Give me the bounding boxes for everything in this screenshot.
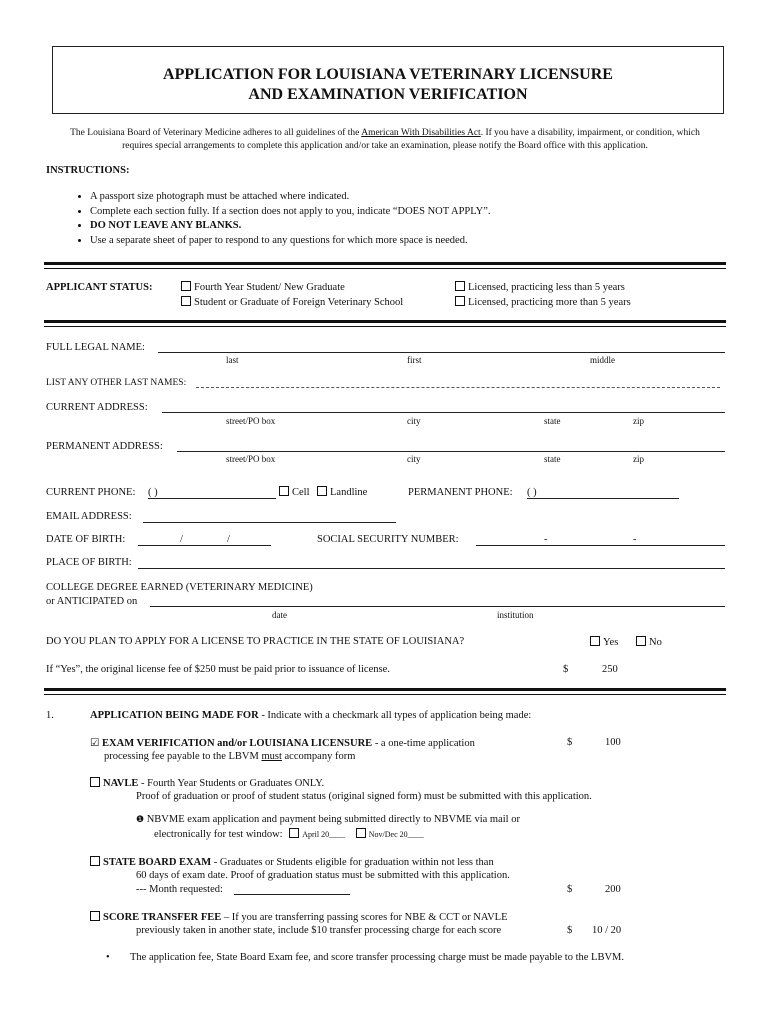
instructions-list [46,190,491,248]
ada-text-line2: requires special arrangements to complete this application and/or take an examination, please notify the Board office with this application. [122,141,648,151]
status-option-licensed-more[interactable] [455,296,631,308]
section-divider-thin [44,326,726,327]
name-sub-first: first [407,355,422,365]
status-option-fourth-year[interactable] [181,281,345,293]
section-number: 1. [46,710,54,721]
exam-amount: 100 [605,737,621,748]
ada-link[interactable]: American With Disabilities Act [361,128,481,138]
score-transfer-label: SCORE TRANSFER FEE [103,912,222,923]
title-line-1: APPLICATION FOR LOUISIANA VETERINARY LICENSURE [163,66,613,83]
other-names-label: LIST ANY OTHER LAST NAMES: [46,378,187,388]
address-sub-zip: zip [633,416,644,426]
permanent-phone-area: ( ) [527,487,537,498]
ada-text-pre: The Louisiana Board of Veterinary Medicine adheres to all guidelines of the [70,128,362,138]
ssn-field[interactable] [476,545,725,546]
checked-checkbox-icon[interactable]: ☑ [90,738,100,749]
checkbox[interactable] [181,281,191,291]
address-sub-street: street/PO box [226,454,276,464]
exam-line2 [104,751,355,762]
state-board-amount: 200 [605,884,621,895]
exam-verification-option[interactable] [90,737,475,749]
exam-line2-must: must [261,751,282,762]
score-transfer-amount: 10 / 20 [592,925,622,936]
address-sub-city: city [407,416,421,426]
current-address-label: CURRENT ADDRESS: [46,402,148,413]
navle-line2: Proof of graduation or proof of student status (original signed form) must be submitted with this application. [136,791,592,802]
address-sub-city: city [407,454,421,464]
bullet-icon: • [106,952,110,963]
state-board-currency: $ [567,884,573,895]
score-transfer-line2: previously taken in another state, include $10 transfer processing charge for each score [136,925,502,936]
no-label: No [649,637,662,648]
navle-label: NAVLE [103,778,139,789]
section1-heading-bold: APPLICATION BEING MADE FOR [90,710,259,721]
checkbox[interactable] [90,777,100,787]
checkbox[interactable] [181,296,191,306]
checkbox[interactable] [590,636,600,646]
dob-field[interactable] [138,545,271,546]
section1-heading [90,710,531,721]
nbvme-text: NBVME exam application and payment being submitted directly to NBVME via mail or [144,814,520,825]
section-divider [44,320,726,323]
dob-label: DATE OF BIRTH: [46,534,126,545]
instruction-item: • Use a separate sheet of paper to respond to any questions for which more space is needed. [90,234,491,249]
yes-label: Yes [603,637,619,648]
dob-sep: / [180,534,183,545]
current-phone-area: ( ) [148,487,158,498]
fee-currency: $ [563,664,569,675]
status-option-label: Licensed, practicing more than 5 years [468,297,631,308]
state-board-option[interactable] [90,856,494,868]
navle-option[interactable] [90,777,324,789]
checkbox[interactable] [455,281,465,291]
title-box [52,46,724,114]
checkbox[interactable] [90,856,100,866]
score-transfer-rest: – If you are transferring passing scores for NBE & CCT or NAVLE [221,912,508,923]
name-sub-last: last [226,355,239,365]
degree-sub-date: date [272,610,287,620]
checkbox[interactable] [455,296,465,306]
cell-label: Cell [292,487,310,498]
section-divider-thin [44,268,726,269]
full-name-label: FULL LEGAL NAME: [46,342,145,353]
cell-option[interactable] [279,486,310,498]
exam-currency: $ [567,737,573,748]
status-option-licensed-less[interactable] [455,281,625,293]
month-requested-field[interactable] [234,894,350,895]
plan-yes-option[interactable] [590,636,618,648]
address-sub-zip: zip [633,454,644,464]
current-address-field[interactable] [162,412,725,413]
exam-label: EXAM VERIFICATION and/or LOUISIANA LICENSURE [102,738,373,749]
nbvme-line2 [154,828,424,840]
exam-rest: - a one-time application [372,738,475,749]
state-board-label: STATE BOARD EXAM [103,857,212,868]
status-option-foreign[interactable] [181,296,403,308]
section-divider [44,262,726,265]
exam-line2-text: processing fee payable to the LBVM [104,751,262,762]
score-transfer-option[interactable] [90,911,508,923]
state-board-line2: 60 days of exam date. Proof of graduation status must be submitted with this application. [136,870,510,881]
instruction-item: • Complete each section fully. If a section does not apply to you, indicate “DOES NOT APPLY”. [90,205,491,220]
landline-option[interactable] [317,486,367,498]
state-board-line3: --- Month requested: [136,884,223,895]
checkbox[interactable] [636,636,646,646]
title-line-2: AND EXAMINATION VERIFICATION [248,86,528,103]
plan-question: DO YOU PLAN TO APPLY FOR A LICENSE TO PRACTICE IN THE STATE OF LOUISIANA? [46,636,465,647]
april-window: April 20____ [302,830,346,839]
address-sub-state: state [544,416,561,426]
instruction-item: • A passport size photograph must be attached where indicated. [90,190,491,205]
email-field[interactable] [143,522,396,523]
permanent-address-label: PERMANENT ADDRESS: [46,441,163,452]
pob-label: PLACE OF BIRTH: [46,557,132,568]
permanent-phone-label: PERMANENT PHONE: [408,487,513,498]
email-label: EMAIL ADDRESS: [46,511,132,522]
address-sub-street: street/PO box [226,416,276,426]
ada-notice [40,127,730,153]
nbvme-text: electronically for test window: [154,829,283,840]
dob-sep: / [227,534,230,545]
status-option-label: Fourth Year Student/ New Graduate [194,282,345,293]
score-transfer-currency: $ [567,925,573,936]
full-name-field[interactable] [158,352,725,353]
current-phone-field[interactable] [148,498,276,499]
status-option-label: Student or Graduate of Foreign Veterinary School [194,297,404,308]
name-sub-middle: middle [590,355,615,365]
pob-field[interactable] [138,568,725,569]
instruction-item: • DO NOT LEAVE ANY BLANKS. [90,219,491,234]
section-divider-thin [44,694,726,695]
permanent-phone-field[interactable] [527,498,679,499]
navle-rest: - Fourth Year Students or Graduates ONLY. [138,778,325,789]
fee-amount: 250 [602,664,618,675]
degree-field[interactable] [150,606,725,607]
ssn-label: SOCIAL SECURITY NUMBER: [317,534,459,545]
checkbox[interactable] [356,828,366,838]
other-names-field[interactable] [196,387,720,388]
nbvme-line1 [136,814,520,825]
state-board-rest: - Graduates or Students eligible for graduation within not less than [211,857,494,868]
payment-footnote: The application fee, State Board Exam fee, and score transfer processing charge must be made payable to the LBVM. [130,952,625,963]
checkbox[interactable] [317,486,327,496]
ssn-dash: - [633,534,637,545]
ssn-dash: - [544,534,548,545]
fee-text: If “Yes”, the original license fee of $250 must be paid prior to issuance of license. [46,664,390,675]
checkbox[interactable] [279,486,289,496]
ada-text-post: . If you have a disability, impairment, or condition, which [480,128,700,138]
address-sub-state: state [544,454,561,464]
degree-sub-institution: institution [497,610,534,620]
current-phone-label: CURRENT PHONE: [46,487,136,498]
applicant-status-label: APPLICANT STATUS: [46,282,153,293]
section-divider [44,688,726,691]
status-option-label: Licensed, practicing less than 5 years [468,282,625,293]
novdec-window: Nov/Dec 20____ [368,830,424,839]
degree-label-2: or ANTICIPATED on [46,596,138,607]
degree-label: COLLEGE DEGREE EARNED (VETERINARY MEDICINE) [46,582,313,593]
instructions-heading: INSTRUCTIONS: [46,165,130,176]
exam-line2-text: accompany form [281,751,356,762]
plan-no-option[interactable] [636,636,662,648]
section1-heading-rest: - Indicate with a checkmark all types of application being made: [258,710,532,721]
checkbox[interactable] [90,911,100,921]
permanent-address-field[interactable] [177,451,725,452]
landline-label: Landline [330,487,368,498]
numbered-marker-icon: ❶ [136,814,145,824]
checkbox[interactable] [289,828,299,838]
